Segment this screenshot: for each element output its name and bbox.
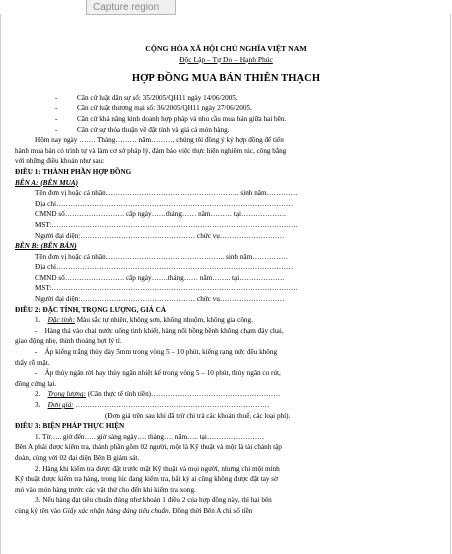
test-bullet: - Áp thủy ngân rời hay thủy ngân nhiệt kế trong vòng 5 – 10 phút, thủy ngân co rút, xyxy=(35,369,281,378)
procedure-line: 2. Hàng khi kiểm tra được đặt trước mặt Kỹ thuật và mọi người, nhưng chỉ một mình xyxy=(35,464,280,473)
party-b-line: Tên đơn vị hoặc cá nhân………………………………………….. sinh năm…………… xyxy=(35,252,289,261)
test-bullet-cont: thấy rỗ mặt. xyxy=(15,358,50,367)
intro-line: hành mua bán có trình tự và làm cơ sở pháp lý, đảm bảo việc thực hiện nghiêm túc, công bằng xyxy=(15,146,287,155)
price-text: ……………………………………………………………………… xyxy=(75,401,270,409)
capture-region-label: Capture region xyxy=(86,0,176,15)
intro-line: với những điều khoản như sau: xyxy=(15,157,105,166)
party-b-line: MST:…………………………………………………………………………………………. xyxy=(35,284,298,293)
basis-item: - Căn cứ luật thương mại số: 36/2005/QH11 ngày 27/06/2005. xyxy=(55,104,252,113)
country-heading: CỘNG HÒA XÃ HỘI CHỦ NGHĨA VIỆT NAM xyxy=(145,44,307,53)
party-a-line: Địa chỉ……………………………………………………………………………………… xyxy=(35,199,294,208)
weight-item: 2. Trọng lượng: (Cân thực tế tính tiền)……………………………………………… xyxy=(35,390,281,399)
characteristics-item: 1. Đặc tính: Màu sắc tự nhiên, không sơn, không nhuộm, không gia công. xyxy=(35,316,253,325)
party-b-line: Địa chỉ……………………………………………………………………………………… xyxy=(35,263,294,272)
weight-text: (Cân thực tế tính tiền)……………………………………………… xyxy=(87,390,281,399)
test-bullet: - Áp kiếng trắng thủy dày 5mm trong vòng 5 – 10 phút, kiếng rạng nức đều không xyxy=(35,348,278,357)
contract-document xyxy=(15,36,437,517)
price-label: Đơn giá: xyxy=(47,401,74,409)
procedure-line: Kỹ thuật được kiểm tra hàng, trong lúc đang kiểm tra, bất kỳ ai cũng không được đặt tay sờ xyxy=(15,475,278,484)
section1-heading: ĐIỀU 1: THÀNH PHẦN HỢP ĐỒNG xyxy=(15,167,132,176)
procedure-line: Bên A phải được kiểm tra, thành phần gồm 02 người, một là Kỹ thuật và một là tài chánh tập xyxy=(15,443,282,452)
procedure-line: 1. Từ….. giờ đến….. giờ sáng ngày…. tháng…. năm….. tại…………………… xyxy=(35,432,265,441)
price-note: (Đơn giá trên sau khi đã trừ chi trả các khoản thuế, các loại phí). xyxy=(105,411,291,420)
test-bullet: - Hàng thả vào chai nước uống tinh khiết, hàng nổi bồng bềnh không chạm đáy chai, xyxy=(35,326,284,335)
test-bullet-cont: giao động nhẹ, thỉnh thoảng bợt lý tí. xyxy=(15,337,122,346)
weight-label: Trọng lượng: xyxy=(47,390,86,399)
intro-line: Hôm nay ngày ……. Tháng……… năm………, chúng tôi đồng ý ký hợp đồng để tiến xyxy=(35,136,284,145)
party-b-line: CMND số……………………. cấp ngày…….tháng…… năm…….. tại………………. xyxy=(35,273,285,282)
characteristics-text: Màu sắc tự nhiên, không sơn, không nhuộm, không gia công. xyxy=(76,316,253,325)
basis-item: - Căn cứ khả năng kinh doanh hợp pháp và nhu cầu mua bán giữa hai bên. xyxy=(55,114,287,123)
price-item: 3. Đơn giá: ……………………………………………………………………… xyxy=(35,401,270,409)
party-a-line: CMND số……………………. cấp ngày……tháng…… năm……… tại………………. xyxy=(35,210,286,219)
party-a-line: Người đại diện:………………………………………… chức vụ……………………… xyxy=(35,231,285,240)
section3-heading: ĐIỀU 3: BIỆN PHÁP THỰC HIỆN xyxy=(15,422,125,431)
document-page xyxy=(0,14,451,554)
characteristics-label: Đặc tính: xyxy=(47,316,75,325)
party-a-line: Tên đơn vị hoặc cá nhân……………………………………………….. sinh năm…………. xyxy=(35,189,298,198)
procedure-line: mó vào món hàng trước các vật thử cho đến khi kiểm tra xong. xyxy=(15,485,196,494)
certificate-name: Giấy xác nhận hàng đúng tiêu chuẩn. xyxy=(62,506,171,515)
basis-item: - Căn cứ luật dân sự số: 35/2005/QH11 ngày 14/06/2005. xyxy=(55,93,238,102)
motto-heading: Độc Lập – Tự Do – Hạnh Phúc xyxy=(179,54,273,64)
test-bullet-cont: đông cứng lại. xyxy=(15,379,57,388)
party-a-line: MST:…………………………………………………………………………………………. xyxy=(35,220,298,229)
procedure-line: đoàn, cùng với 02 đại diện Bên B giám sát. xyxy=(15,453,140,462)
party-b-label: BÊN B: (BÊN BÁN) xyxy=(15,242,77,251)
section2-heading: ĐIỀU 2: ĐẶC TÍNH, TRỌNG LƯỢNG, GIÁ CẢ xyxy=(15,305,167,314)
party-b-line: Người đại diện:………………………………………… chức vụ……………………… xyxy=(35,295,285,304)
basis-item: - Căn cứ sự thỏa thuận về đặt tính và giá cả món hàng. xyxy=(55,125,230,134)
party-a-label: BÊN A: (BÊN MUA) xyxy=(15,178,79,187)
document-title: HỢP ĐỒNG MUA BÁN THIÊN THẠCH xyxy=(131,73,321,85)
procedure-line: 3. Nếu hàng đạt tiêu chuẩn đúng như khoản 1 điều 2 của hợp đồng này, thì hai bên xyxy=(35,496,272,505)
procedure-line: cùng ký tên vào Giấy xác nhận hàng đúng tiêu chuẩn. Đồng thời Bên A chỉ số tiền xyxy=(15,506,253,515)
